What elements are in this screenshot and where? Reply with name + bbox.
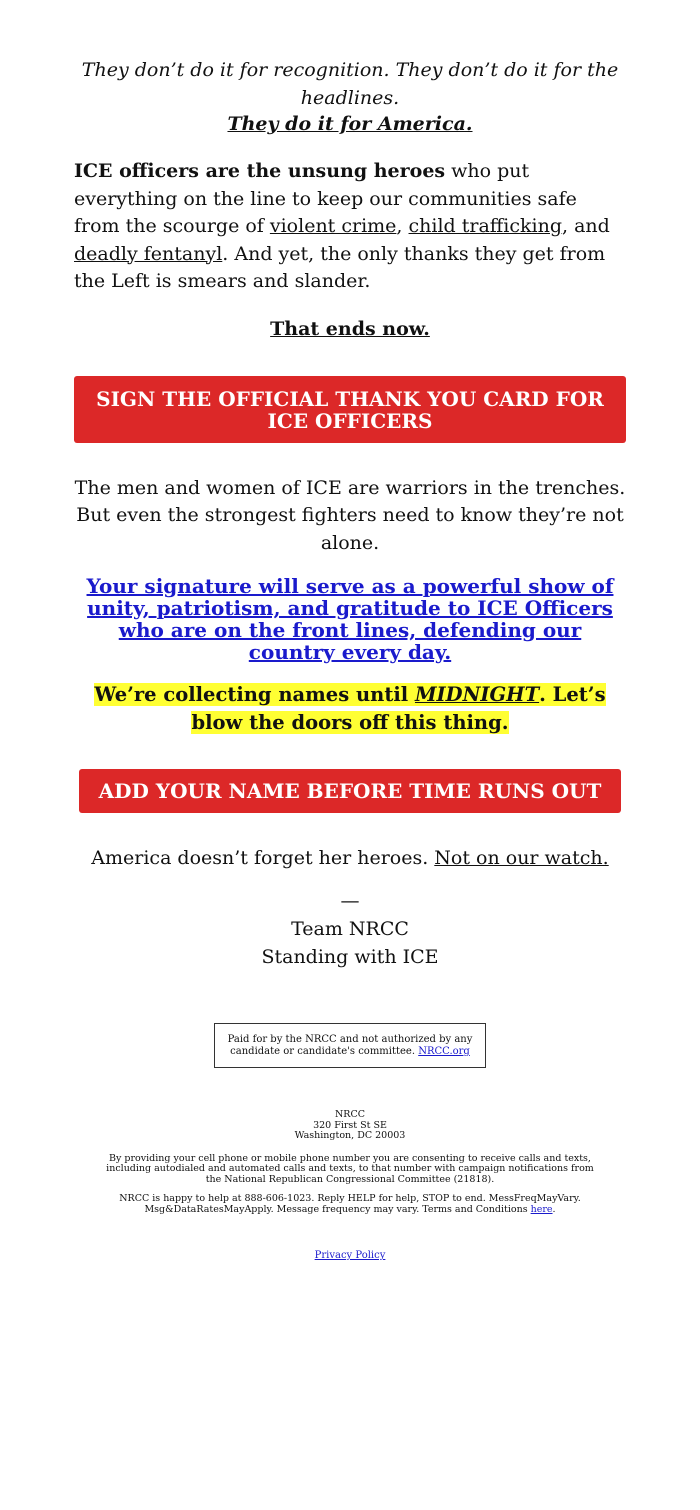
signoff-team: Team NRCC [291,918,409,940]
heroes-bold-text: ICE officers are the unsung heroes [74,160,446,182]
add-your-name-button[interactable]: ADD YOUR NAME BEFORE TIME RUNS OUT [79,769,622,813]
footer [74,1110,626,1262]
help-text-end: . [552,1203,556,1215]
intro-emphasis: They do it for America. [227,113,473,135]
help-text [74,1194,626,1215]
privacy-policy-link[interactable]: Privacy Policy [314,1250,386,1261]
heroes-text-4: . And yet, the only thanks they get from the Left is smears and slander. [74,242,606,292]
paid-for-disclaimer [214,1023,486,1068]
deadline-highlight [94,683,605,734]
footer-city: Washington, DC 20003 [294,1130,406,1141]
closing-underlined: Not on our watch. [434,847,609,869]
violent-crime-text: violent crime [269,215,397,237]
child-trafficking-text: child trafficking [408,215,562,237]
ends-now-heading: That ends now. [270,317,430,340]
help-text-body: NRCC is happy to help at 888-606-1023. Reply HELP for help, STOP to end. MessFreqMayVary. Msg&DataRatesMayApply. Message frequency may vary. Terms and Conditions [119,1193,581,1215]
deadline-text-post: . Let’s blow the doors off this thing. [191,683,606,734]
closing-text: America doesn’t forget her heroes. [91,847,435,869]
signoff-tagline: Standing with ICE [261,946,439,968]
signature-link[interactable]: Your signature will serve as a powerful show of unity, patriotism, and gratitude to ICE Officers who are on the front lines, defending our country every day. [86,574,614,664]
deadline-text-pre: We’re collecting names until [94,683,415,706]
deadline-paragraph [74,681,626,737]
paid-for-text: Paid for by the NRCC and not authorized by any candidate or candidate's committee. [227,1034,473,1057]
sms-consent-text: By providing your cell phone or mobile phone number you are consenting to receive calls and texts, including autodialed and automated calls and texts, to that number with campaign notifications from the National Republican Congressional Committee (21818). [106,1152,594,1185]
heroes-text-1: who put everything on the line to keep our communities safe from the scourge of [74,160,577,237]
cta2-container [74,769,626,813]
signoff-dash: — [340,890,360,912]
sign-thank-you-card-button[interactable]: SIGN THE OFFICIAL THANK YOU CARD FOR ICE OFFICERS [74,376,626,443]
footer-org: NRCC [334,1109,365,1120]
terms-here-link[interactable]: here [530,1203,553,1215]
warriors-paragraph: The men and women of ICE are warriors in the trenches. But even the strongest fighters need to know they’re not alone. [74,476,626,554]
email-body [74,0,626,1262]
footer-address [74,1110,626,1142]
footer-street: 320 First St SE [313,1119,387,1131]
heroes-text-2: , [396,215,409,237]
deadly-fentanyl-text: deadly fentanyl [74,242,223,265]
heroes-text-3: , and [562,215,610,237]
nrcc-org-link[interactable]: NRCC.org [418,1046,470,1057]
heroes-paragraph [74,158,626,296]
midnight-emphasis: MIDNIGHT [414,683,540,706]
closing-line [74,845,626,871]
intro-line: They don’t do it for recognition. They don’t do it for the headlines. [81,59,619,109]
